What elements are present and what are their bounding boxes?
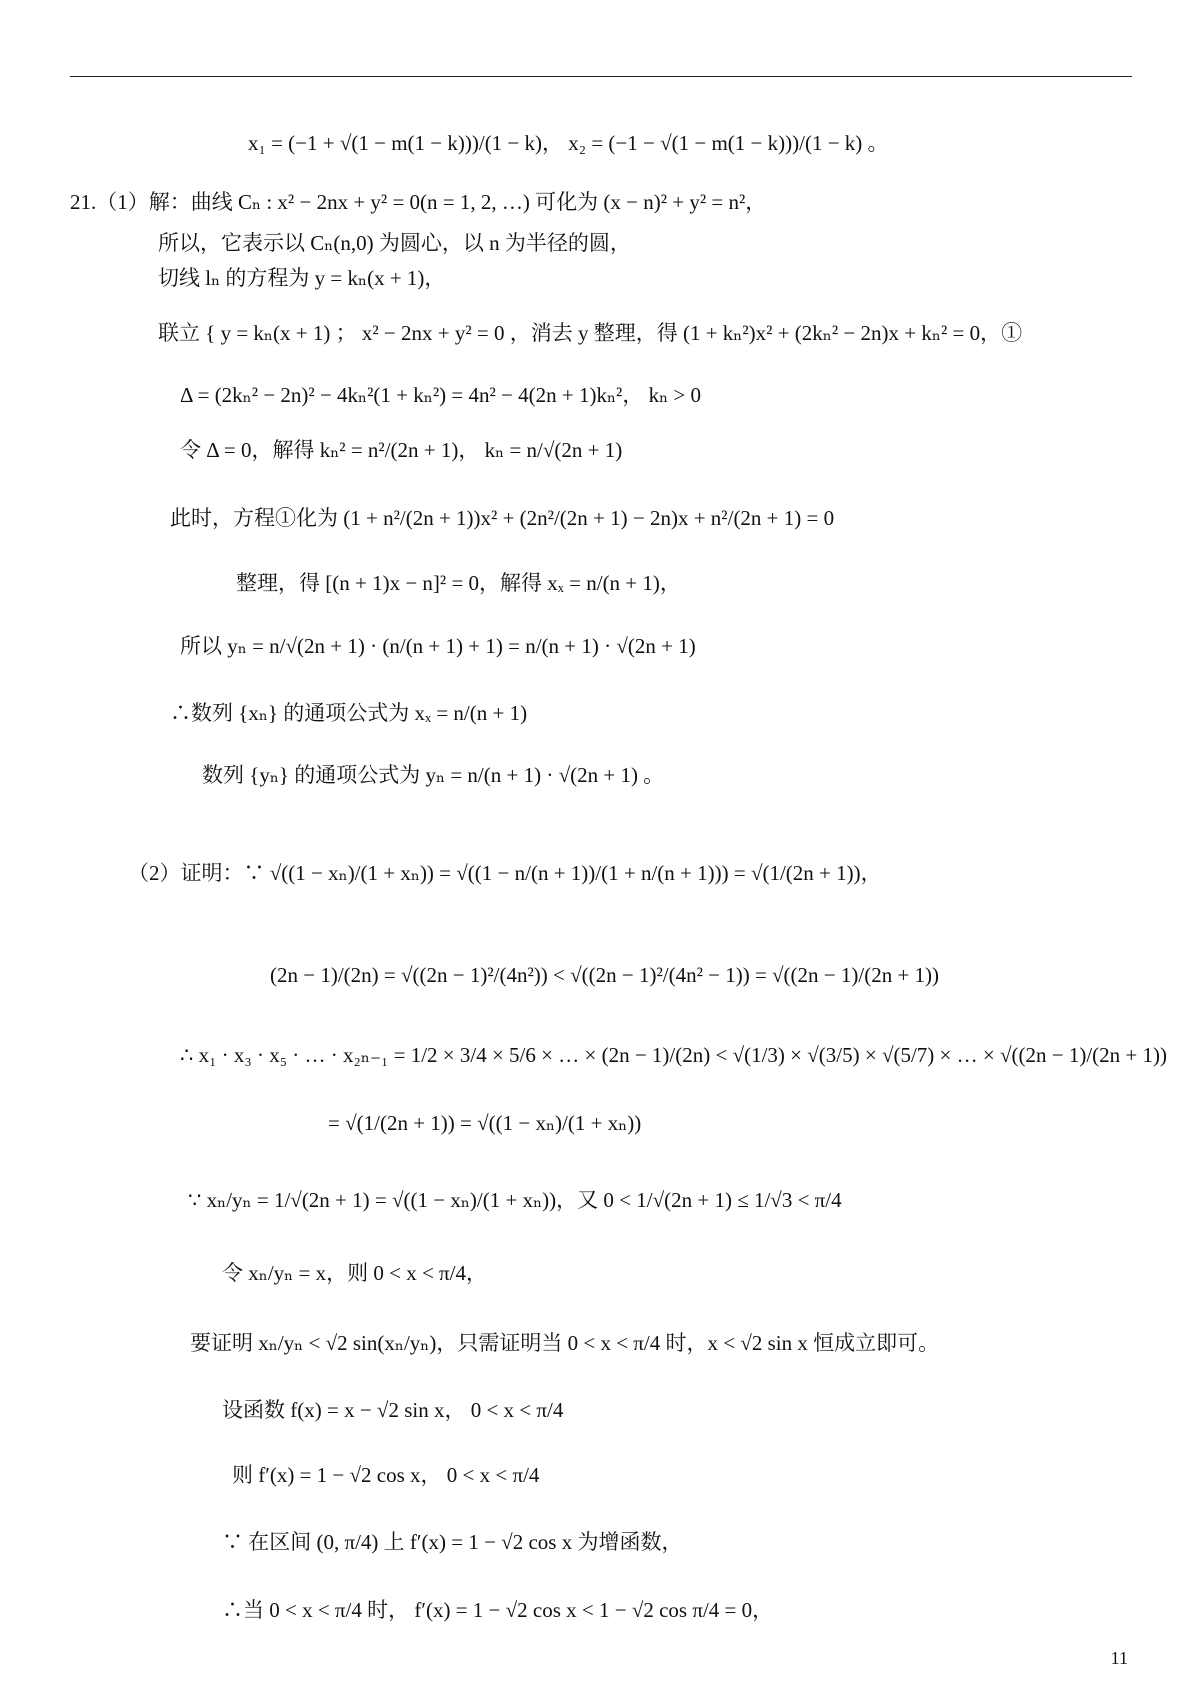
solution-line: x₁ = (−1 + √(1 − m(1 − k)))/(1 − k)， x₂ = (−1 − √(1 − m(1 − k)))/(1 − k) 。	[248, 131, 889, 155]
solution-line: 令 Δ = 0，解得 kₙ² = n²/(2n + 1)， kₙ = n/√(2n + 1)	[180, 438, 623, 462]
solution-line: (2n − 1)/(2n) = √((2n − 1)²/(4n²)) < √((2n − 1)²/(4n² − 1)) = √((2n − 1)/(2n + 1))	[270, 963, 940, 987]
solution-line: 要证明 xₙ/yₙ < √2 sin(xₙ/yₙ)，只需证明当 0 < x < π/4 时，x < √2 sin x 恒成立即可。	[190, 1331, 940, 1355]
solution-line: ∵ xₙ/yₙ = 1/√(2n + 1) = √((1 − xₙ)/(1 + xₙ))，又 0 < 1/√(2n + 1) ≤ 1/√3 < π/4	[188, 1188, 842, 1212]
solution-line: 所以 yₙ = n/√(2n + 1) · (n/(n + 1) + 1) = n/(n + 1) · √(2n + 1)	[180, 634, 696, 658]
page-number: 11	[1110, 1648, 1128, 1668]
solution-line: 数列 {yₙ} 的通项公式为 yₙ = n/(n + 1) · √(2n + 1) 。	[202, 763, 665, 787]
solution-line: ∴ x₁ · x₃ · x₅ · … · x₂ₙ₋₁ = 1/2 × 3/4 × 5/6 × … × (2n − 1)/(2n) < √(1/3) × √(3/5) × √(5/7) × … × √((2n − 1)/(2n + 1))	[180, 1043, 1167, 1067]
solution-line: 则 f′(x) = 1 − √2 cos x， 0 < x < π/4	[232, 1463, 540, 1487]
solution-line: 切线 lₙ 的方程为 y = kₙ(x + 1)，	[158, 266, 446, 290]
solution-line: 设函数 f(x) = x − √2 sin x， 0 < x < π/4	[222, 1398, 564, 1422]
solution-line: 令 xₙ/yₙ = x，则 0 < x < π/4，	[222, 1261, 487, 1285]
solution-line: ∴数列 {xₙ} 的通项公式为 xₓ = n/(n + 1)	[170, 701, 528, 725]
solution-line: ∴当 0 < x < π/4 时， f′(x) = 1 − √2 cos x < 1 − √2 cos π/4 = 0，	[222, 1598, 774, 1622]
solution-line: Δ = (2kₙ² − 2n)² − 4kₙ²(1 + kₙ²) = 4n² − 4(2n + 1)kₙ²， kₙ > 0	[180, 383, 702, 407]
solution-line: （2）证明：∵ √((1 − xₙ)/(1 + xₙ)) = √((1 − n/(n + 1))/(1 + n/(n + 1))) = √(1/(2n + 1))，	[128, 861, 882, 885]
solution-line: 此时，方程①化为 (1 + n²/(2n + 1))x² + (2n²/(2n + 1) − 2n)x + n²/(2n + 1) = 0	[170, 506, 835, 530]
header-rule	[70, 76, 1132, 77]
solution-line: 整理，得 [(n + 1)x − n]² = 0，解得 xₓ = n/(n + 1)，	[236, 571, 681, 595]
solution-line: 联立 { y = kₙ(x + 1) ； x² − 2nx + y² = 0 ，消去 y 整理，得 (1 + kₙ²)x² + (2kₙ² − 2n)x + kₙ² = 0，①	[158, 321, 1023, 345]
solution-line: 所以，它表示以 Cₙ(n,0) 为圆心，以 n 为半径的圆，	[158, 231, 631, 255]
solution-line: = √(1/(2n + 1)) = √((1 − xₙ)/(1 + xₙ))	[328, 1111, 642, 1135]
solution-line: 21.（1）解：曲线 Cₙ : x² − 2nx + y² = 0(n = 1, 2, …) 可化为 (x − n)² + y² = n²，	[70, 190, 767, 214]
solution-line: ∵ 在区间 (0, π/4) 上 f′(x) = 1 − √2 cos x 为增函数，	[222, 1530, 683, 1554]
